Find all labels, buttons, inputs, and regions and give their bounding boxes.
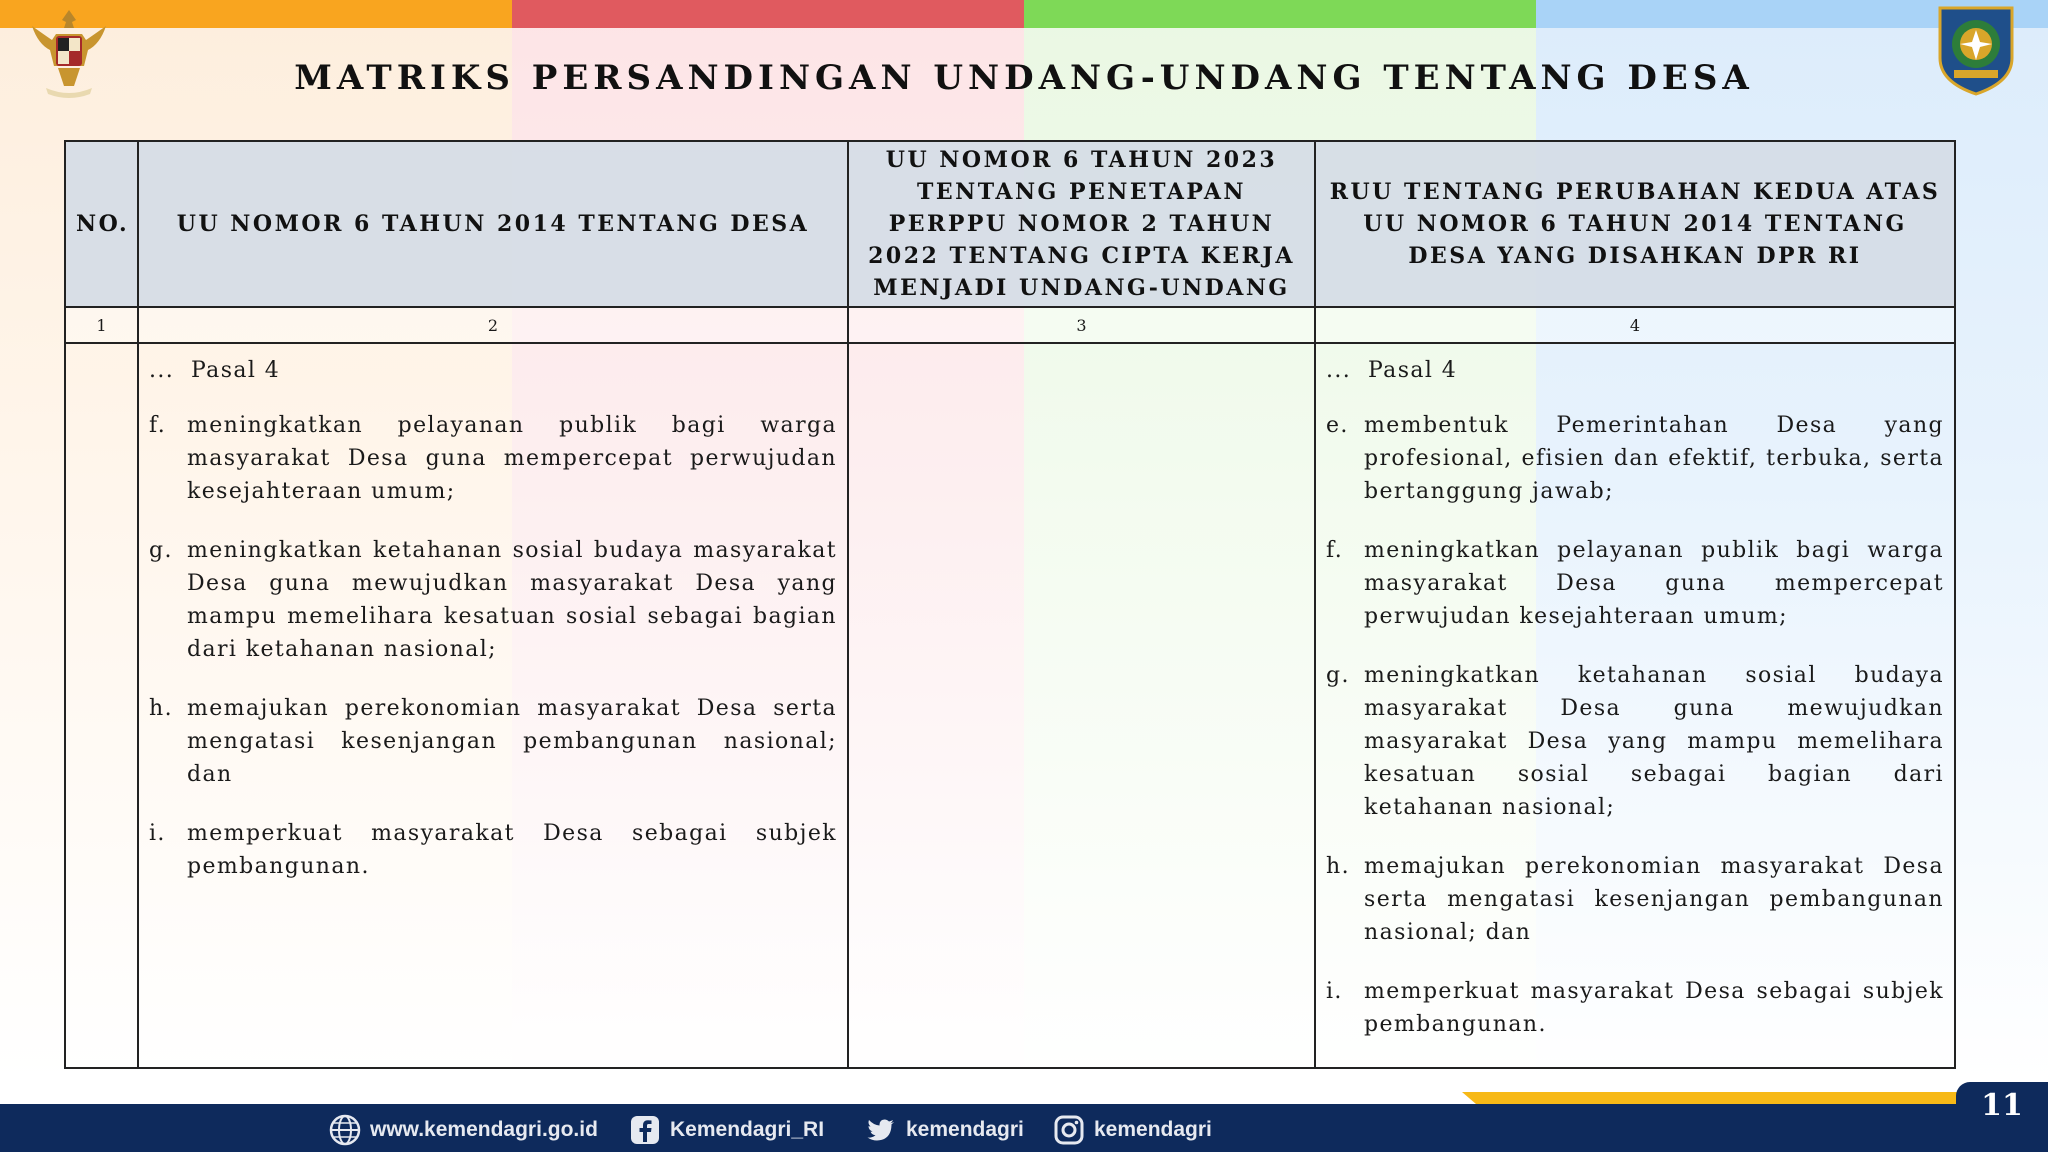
list-item — [149, 409, 837, 508]
item-text: meningkatkan ketahanan sosial budaya masyarakat Desa guna mewujudkan masyarakat Desa yang mampu memelihara kesatuan sosial sebagai bagian dari ketahanan nasional; — [1364, 663, 1944, 820]
item-label: g. — [149, 538, 173, 563]
list-item — [1326, 659, 1944, 824]
list-item — [1326, 534, 1944, 633]
instagram-link[interactable] — [1052, 1112, 1212, 1148]
column-number-row — [65, 307, 1955, 343]
column-number: 3 — [848, 307, 1315, 343]
item-label: i. — [1326, 979, 1343, 1004]
facebook-link[interactable] — [628, 1112, 824, 1148]
item-label: f. — [1326, 538, 1344, 563]
table-header-row — [65, 141, 1955, 307]
instagram-icon — [1052, 1113, 1086, 1147]
column-number: 4 — [1315, 307, 1955, 343]
globe-icon — [328, 1113, 362, 1147]
pasal-heading: ... Pasal 4 — [1326, 358, 1458, 383]
twitter-link[interactable] — [864, 1112, 1024, 1148]
cell-uu-2014 — [138, 343, 848, 1068]
item-text: meningkatkan pelayanan publik bagi warga masyarakat Desa guna mempercepat perwujudan kesejahteraan umum; — [187, 413, 837, 504]
item-text: membentuk Pemerintahan Desa yang profesional, efisien dan efektif, terbuka, serta bertanggung jawab; — [1364, 413, 1944, 504]
item-text: memperkuat masyarakat Desa sebagai subjek pembangunan. — [1364, 979, 1944, 1037]
item-label: h. — [149, 696, 173, 721]
top-bar-green — [1024, 0, 1536, 28]
header-uu-2023: UU NOMOR 6 TAHUN 2023 TENTANG PENETAPAN PERPPU NOMOR 2 TAHUN 2022 TENTANG CIPTA KERJA MENJADI UNDANG-UNDANG — [848, 141, 1315, 307]
item-label: e. — [1326, 413, 1349, 438]
item-text: meningkatkan pelayanan publik bagi warga masyarakat Desa guna mempercepat perwujudan kesejahteraan umum; — [1364, 538, 1944, 629]
pasal-heading: ... Pasal 4 — [149, 358, 281, 383]
list-item — [149, 534, 837, 666]
cell-no — [65, 343, 138, 1068]
column-number: 2 — [138, 307, 848, 343]
header-no: NO. — [65, 141, 138, 307]
website-text: www.kemendagri.go.id — [370, 1118, 598, 1141]
item-label: g. — [1326, 663, 1350, 688]
item-label: f. — [149, 413, 167, 438]
list-item — [1326, 409, 1944, 508]
list-item — [1326, 975, 1944, 1041]
table-row — [65, 343, 1955, 1068]
page-title: MATRIKS PERSANDINGAN UNDANG-UNDANG TENTANG DESA — [294, 58, 1754, 98]
website-link[interactable] — [328, 1112, 598, 1148]
item-text: memperkuat masyarakat Desa sebagai subjek pembangunan. — [187, 821, 837, 879]
facebook-text: Kemendagri_RI — [670, 1118, 825, 1141]
comparison-table — [64, 140, 1956, 1069]
cell-uu-2023 — [848, 343, 1315, 1068]
list-item — [1326, 850, 1944, 949]
list-item — [149, 817, 837, 883]
header-ruu: RUU TENTANG PERUBAHAN KEDUA ATAS UU NOMOR 6 TAHUN 2014 TENTANG DESA YANG DISAHKAN DPR RI — [1315, 141, 1955, 307]
twitter-icon — [864, 1113, 898, 1147]
top-bar-red — [512, 0, 1024, 28]
item-label: i. — [149, 821, 166, 846]
page-number: 11 — [1981, 1088, 2023, 1123]
cell-ruu — [1315, 343, 1955, 1068]
twitter-text: kemendagri — [906, 1118, 1024, 1141]
list-item — [149, 692, 837, 791]
column-number: 1 — [65, 307, 138, 343]
instagram-text: kemendagri — [1094, 1118, 1212, 1141]
item-text: meningkatkan ketahanan sosial budaya masyarakat Desa guna mewujudkan masyarakat Desa yang mampu memelihara kesatuan sosial sebagai bagian dari ketahanan nasional; — [187, 538, 837, 662]
item-label: h. — [1326, 854, 1350, 879]
item-text: memajukan perekonomian masyarakat Desa serta mengatasi kesenjangan pembangunan nasional; dan — [1364, 854, 1944, 945]
facebook-icon — [628, 1113, 662, 1147]
item-text: memajukan perekonomian masyarakat Desa serta mengatasi kesenjangan pembangunan nasional; dan — [187, 696, 837, 787]
footer-bar — [0, 1104, 2048, 1152]
header-uu-2014: UU NOMOR 6 TAHUN 2014 TENTANG DESA — [138, 141, 848, 307]
